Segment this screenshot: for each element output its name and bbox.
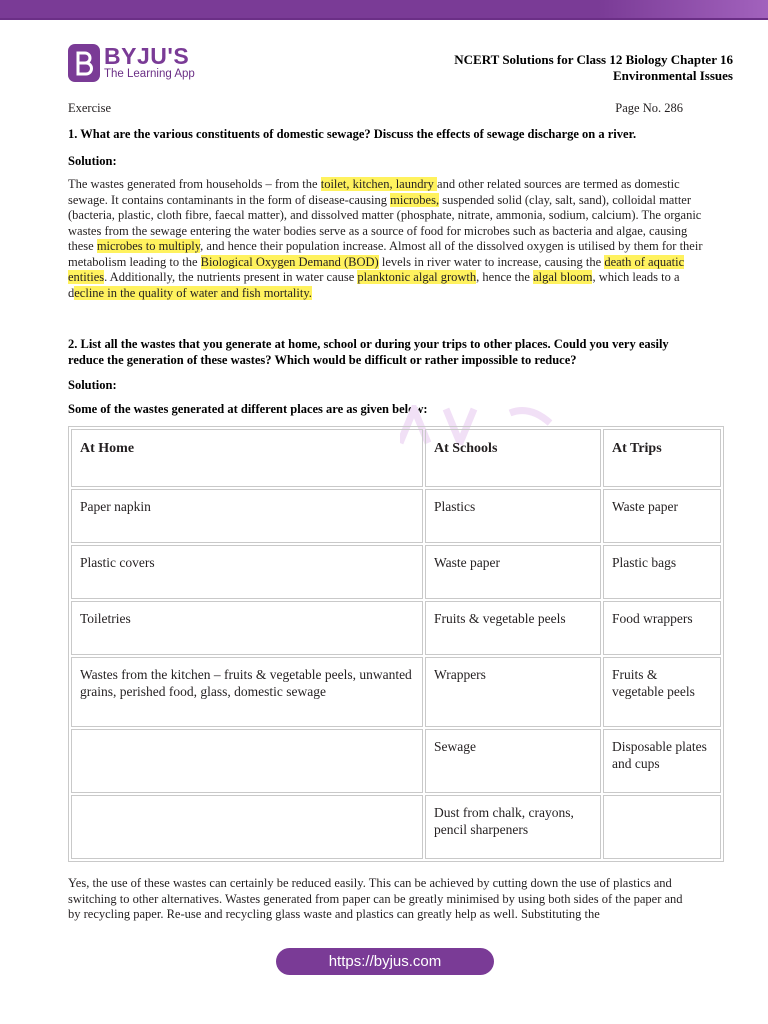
column-header-home: At Home	[71, 429, 423, 487]
solution-1-label: Solution:	[68, 154, 117, 168]
document-header	[454, 52, 733, 84]
highlight: planktonic algal growth	[357, 270, 477, 284]
table-cell: Plastic covers	[71, 545, 423, 599]
table-intro: Some of the wastes generated at different places are as given below:	[68, 402, 428, 416]
highlight: algal bloom	[533, 270, 593, 284]
table-cell	[71, 795, 423, 859]
column-header-trips: At Trips	[603, 429, 721, 487]
table-row	[71, 601, 721, 655]
footer-url-link[interactable]: https://byjus.com	[276, 948, 494, 975]
brand-tagline: The Learning App	[104, 68, 195, 80]
table-cell: Food wrappers	[603, 601, 721, 655]
brand-name: BYJU'S	[104, 43, 190, 69]
highlight: toilet, kitchen, laundry	[320, 177, 438, 191]
table-cell: Plastic bags	[603, 545, 721, 599]
table-cell: Paper napkin	[71, 489, 423, 543]
table-row	[71, 489, 721, 543]
highlight: microbes to multiply	[96, 239, 201, 253]
table-row	[71, 657, 721, 727]
table-cell: Fruits & vegetable peels	[603, 657, 721, 727]
byjus-b-logo-icon	[68, 44, 100, 82]
table-cell	[71, 729, 423, 793]
table-cell: Waste paper	[425, 545, 601, 599]
highlight: Biological Oxygen Demand (BOD)	[200, 254, 379, 269]
highlight: ecline in the quality of water and fish mortality.	[74, 285, 312, 300]
question-1: 1. What are the various constituents of domestic sewage? Discuss the effects of sewage discharge on a river.	[68, 127, 637, 141]
chapter-title: Environmental Issues	[612, 68, 733, 83]
table-cell: Fruits & vegetable peels	[425, 601, 601, 655]
highlight: microbes,	[390, 192, 440, 207]
table-cell: Waste paper	[603, 489, 721, 543]
brand-logo[interactable]	[68, 44, 195, 82]
table-row	[71, 795, 721, 859]
answer-1-paragraph: The wastes generated from households – from the toilet, kitchen, laundry and other related sources are termed as domestic sewage. It contains contaminants in the form of disease-causing microbes, suspended solid (clay, salt, sand), colloidal matter (bacteria, plastic, cloth fibre, faecal matter), and dissolved matter (phosphate, nitrate, ammonia, sodium, calcium). The organic wastes from the sewage entering the water bodies serve as a source of food for microbes such as bacteria and algae, causing these microbes to multiply, and hence their population increase. Almost all of the dissolved oxygen is utilised by them for their metabolism leading to the Biological Oxygen Demand (BOD) levels in river water to increase, causing the death of aquatic entities. Additionally, the nutrients present in water cause planktonic algal growth, hence the algal bloom, which leads to a decline in the quality of water and fish mortality.	[68, 177, 703, 300]
table-row	[71, 545, 721, 599]
top-accent-gradient	[598, 0, 768, 18]
closing-paragraph: Yes, the use of these wastes can certainly be reduced easily. This can be achieved by cutting down the use of plastics and switching to other alternatives. Wastes generated from paper can be greatly minimised by using both sides of the paper and by recycling paper. Re-use and recycling glass waste and plastics can greatly help as well. Substituting the	[68, 876, 683, 921]
document-title: NCERT Solutions for Class 12 Biology Chapter 16	[454, 52, 733, 67]
top-accent-bar	[0, 0, 768, 20]
table-cell	[603, 795, 721, 859]
page-number: Page No. 286	[615, 101, 683, 115]
table-cell: Dust from chalk, crayons, pencil sharpeners	[425, 795, 601, 859]
waste-table	[68, 426, 724, 862]
table-cell: Toiletries	[71, 601, 423, 655]
table-header-row	[71, 429, 721, 487]
column-header-schools: At Schools	[425, 429, 601, 487]
solution-2-label: Solution:	[68, 378, 117, 392]
highlight: death of aquatic entities	[68, 254, 685, 284]
table-cell: Wrappers	[425, 657, 601, 727]
table-cell: Sewage	[425, 729, 601, 793]
exercise-label: Exercise	[68, 101, 112, 115]
table-row	[71, 729, 721, 793]
table-cell: Plastics	[425, 489, 601, 543]
question-2: 2. List all the wastes that you generate at home, school or during your trips to other places. Could you very easily reduce the generation of these wastes? Which would be difficult or rather impossible to reduce?	[68, 337, 669, 367]
table-cell: Wastes from the kitchen – fruits & vegetable peels, unwanted grains, perished food, glass, domestic sewage	[71, 657, 423, 727]
table-cell: Disposable plates and cups	[603, 729, 721, 793]
